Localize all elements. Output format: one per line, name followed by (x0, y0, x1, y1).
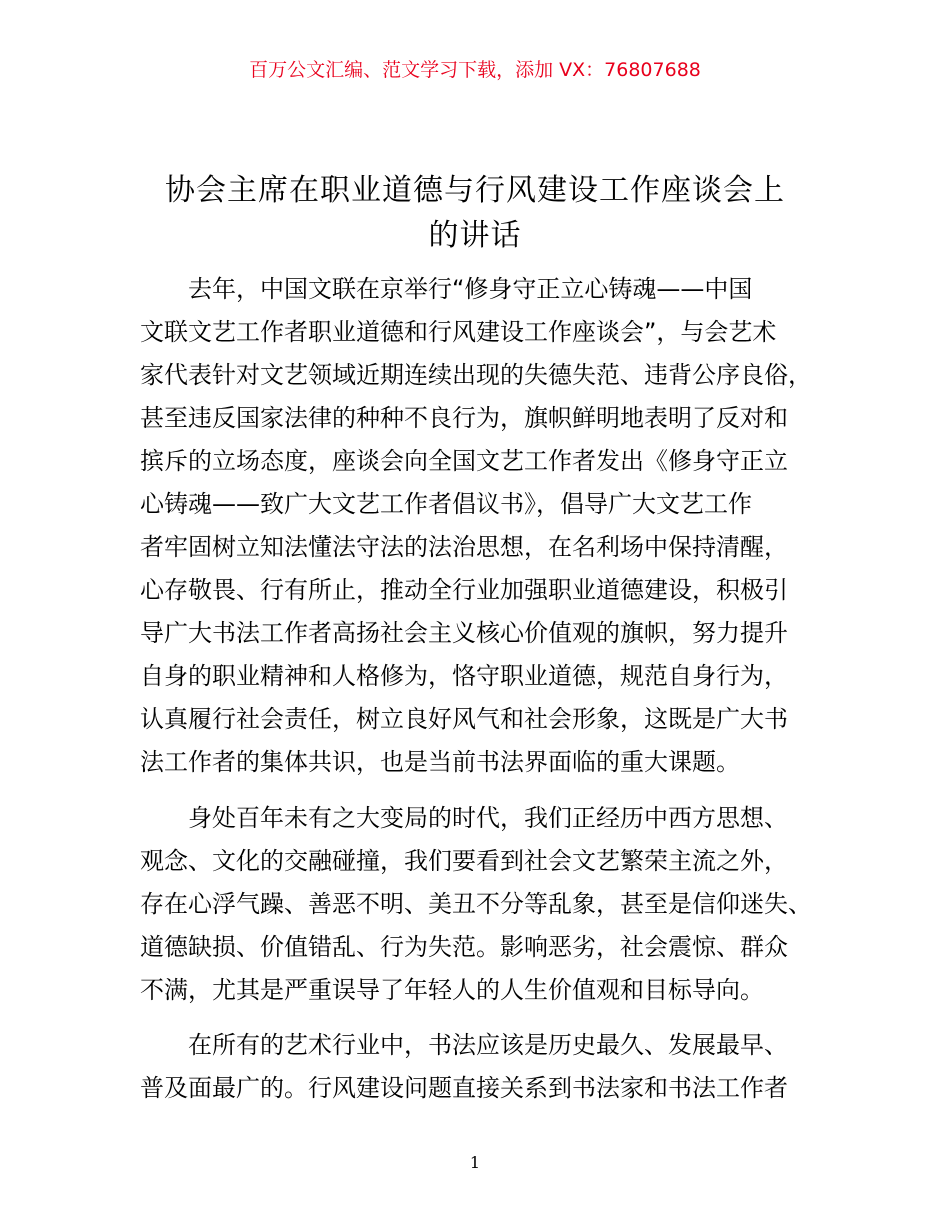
text-line: 法工作者的集体共识，也是当前书法界面临的重大课题。 (140, 748, 740, 776)
page-number: 1 (469, 1153, 481, 1172)
text-line: 心存敬畏、行有所止，推动全行业加强职业道德建设，积极引 (140, 576, 788, 604)
text-line: 存在心浮气躁、善恶不明、美丑不分等乱象，甚至是信仰迷失、 (140, 890, 812, 918)
text-line: 观念、文化的交融碰撞，我们要看到社会文艺繁荣主流之外， (140, 847, 788, 875)
paragraph-3 (140, 1024, 830, 1110)
paragraph-1 (140, 268, 830, 784)
title-line: 协会主席在职业道德与行风建设工作座谈会上 (165, 173, 785, 208)
text-line: 认真履行社会责任，树立良好风气和社会形象，这既是广大书 (140, 705, 788, 733)
text-line: 身处百年未有之大变局的时代，我们正经历中西方思想、 (140, 804, 788, 832)
text-line: 不满，尤其是严重误导了年轻人的人生价值观和目标导向。 (140, 976, 764, 1004)
text-line: 心铸魂——致广大文艺工作者倡议书》，倡导广大文艺工作 (140, 490, 752, 518)
text-line: 摈斥的立场态度，座谈会向全国文艺工作者发出《修身守正立 (140, 447, 788, 475)
text-line: 在所有的艺术行业中，书法应该是历史最久、发展最早、 (140, 1031, 788, 1059)
text-line: 者牢固树立知法懂法守法的法治思想，在名利场中保持清醒， (140, 533, 788, 561)
text-line: 去年，中国文联在京举行“修身守正立心铸魂——中国 (140, 275, 753, 303)
text-line: 家代表针对文艺领域近期连续出现的失德失范、违背公序良俗， (140, 361, 812, 389)
title-line: 的讲话 (428, 218, 522, 253)
text-line: 导广大书法工作者高扬社会主义核心价值观的旗帜，努力提升 (140, 619, 788, 647)
text-line: 自身的职业精神和人格修为，恪守职业道德，规范自身行为， (140, 662, 788, 690)
text-line: 道德缺损、价值错乱、行为失范。影响恶劣，社会震惊、群众 (140, 933, 788, 961)
document-title (140, 168, 810, 258)
text-line: 文联文艺工作者职业道德和行风建设工作座谈会”，与会艺术 (140, 318, 777, 346)
text-line: 普及面最广的。行风建设问题直接关系到书法家和书法工作者 (140, 1074, 788, 1102)
header-banner: 百万公文汇编、范文学习下载，添加 VX：76807688 (249, 59, 701, 81)
paragraph-2 (140, 797, 830, 1012)
text-line: 甚至违反国家法律的种种不良行为，旗帜鲜明地表明了反对和 (140, 404, 788, 432)
